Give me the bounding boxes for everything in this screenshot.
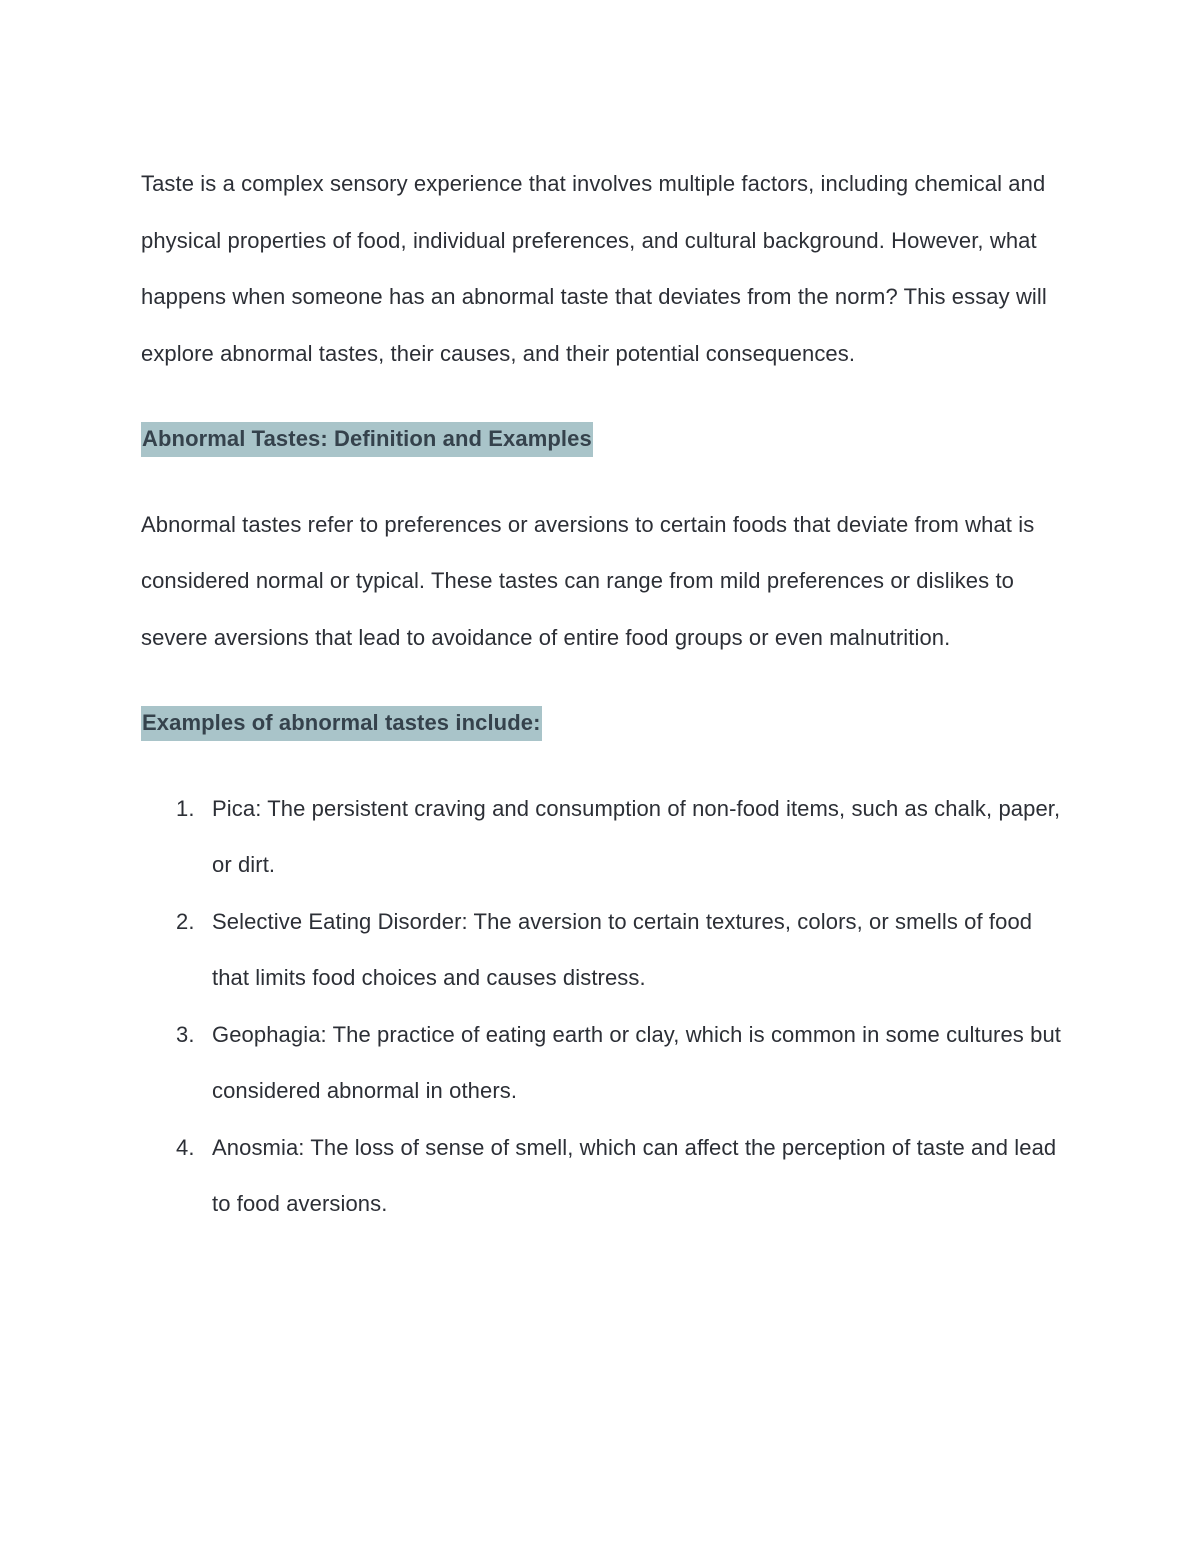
list-item	[141, 781, 1066, 894]
intro-paragraph: Taste is a complex sensory experience that involves multiple factors, including chemical and physical properties of food, individual preferences, and cultural background. However, what happens when someone has an abnormal taste that deviates from the norm? This essay will explore abnormal tastes, their causes, and their potential consequences.	[141, 171, 1047, 366]
definition-paragraph: Abnormal tastes refer to preferences or aversions to certain foods that deviate from what is considered normal or typical. These tastes can range from mild preferences or dislikes to severe aversions that lead to avoidance of entire food groups or even malnutrition.	[141, 511, 1035, 650]
section-heading-definition	[141, 411, 1066, 468]
list-item-text: Geophagia: The practice of eating earth or clay, which is common in some cultures but considered abnormal in others.	[212, 1021, 1062, 1103]
list-item-text: Selective Eating Disorder: The aversion to certain textures, colors, or smells of food that limits food choices and causes distress.	[212, 908, 1033, 990]
list-item-text: Pica: The persistent craving and consumption of non-food items, such as chalk, paper, or dirt.	[212, 795, 1061, 877]
spacer	[141, 382, 1066, 411]
list-item-number: 1.	[176, 795, 195, 821]
section-heading-examples	[141, 695, 1066, 752]
list-item-number: 3.	[176, 1021, 195, 1047]
examples-list	[141, 781, 1066, 1233]
section-heading-examples-text: Examples of abnormal tastes include:	[141, 706, 542, 741]
spacer	[141, 752, 1066, 781]
list-item-text: Anosmia: The loss of sense of smell, which can affect the perception of taste and lead to food aversions.	[212, 1134, 1057, 1216]
list-item-number: 4.	[176, 1134, 195, 1160]
spacer	[141, 468, 1066, 497]
list-item	[141, 1120, 1066, 1233]
list-item	[141, 1007, 1066, 1120]
list-item	[141, 894, 1066, 1007]
list-item-number: 2.	[176, 908, 195, 934]
document-body	[141, 156, 1066, 1233]
spacer	[141, 666, 1066, 695]
section-heading-definition-text: Abnormal Tastes: Definition and Examples	[141, 422, 593, 457]
